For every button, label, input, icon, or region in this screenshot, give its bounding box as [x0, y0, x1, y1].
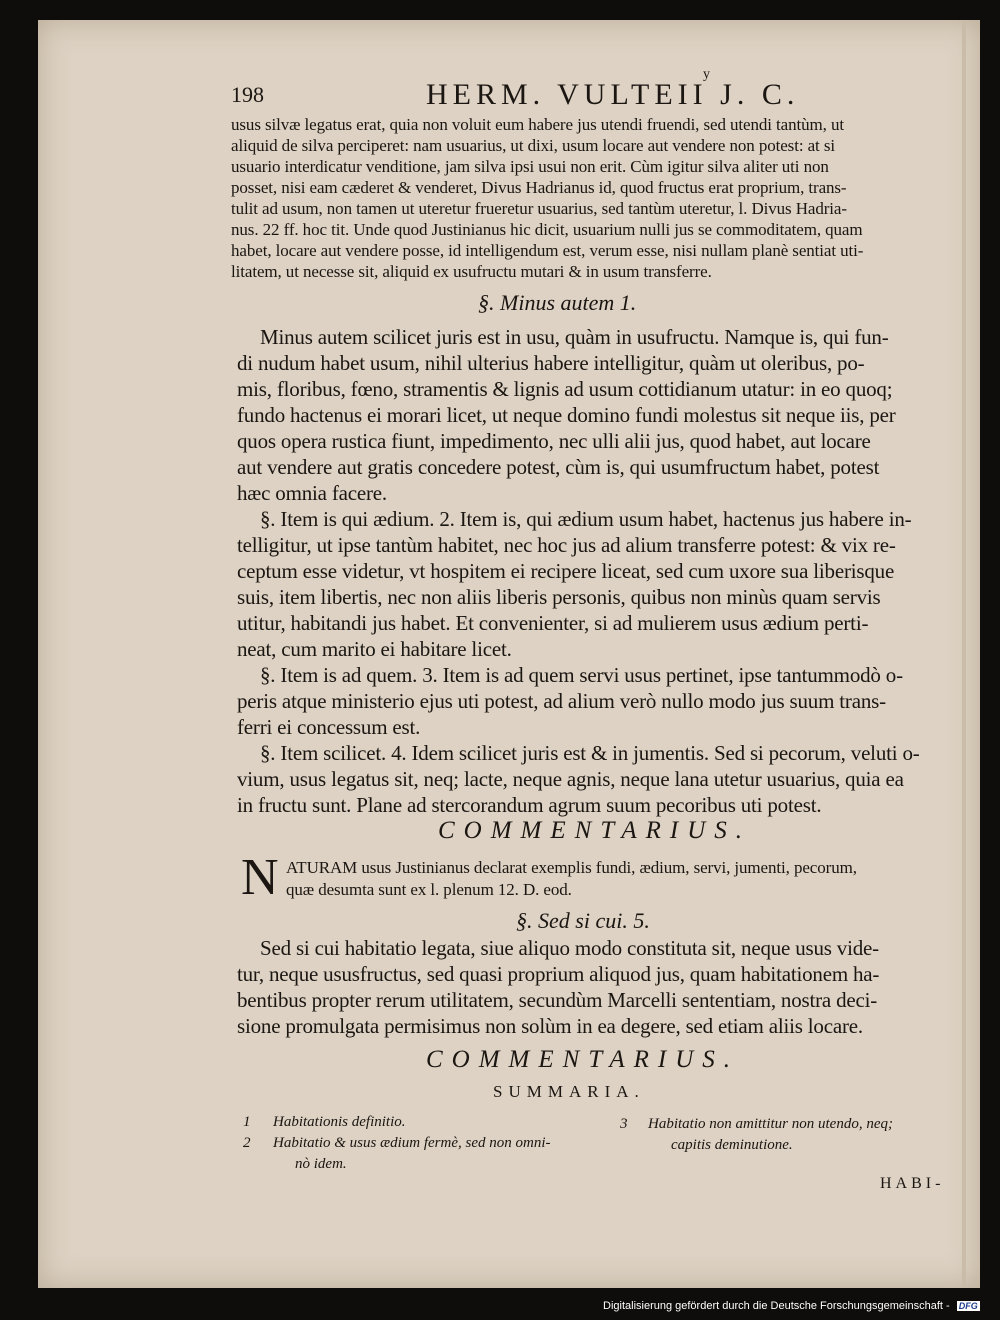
- text-line: mis, floribus, fœno, stramentis & lignis ad usum cottidianum utatur: in eo quoq;: [237, 377, 893, 401]
- text-line: aut vendere aut gratis concedere potest, cùm is, qui usumfructum habet, potest: [237, 455, 880, 479]
- text-line: quæ desumta sunt ex l. plenum 12. D. eod.: [286, 880, 572, 899]
- running-title: HERM. VULTEII J. C.: [426, 78, 800, 111]
- text-line: sione promulgata permisimus non solùm in ea degere, sed etiam aliis locare.: [237, 1014, 863, 1038]
- summaria-heading: SUMMARIA.: [493, 1082, 645, 1101]
- commentarius-heading: COMMENTARIUS.: [438, 817, 752, 844]
- text-line: §. Item scilicet. 4. Idem scilicet juris est & in jumentis. Sed si pecorum, veluti o-: [260, 741, 920, 765]
- signature-mark: y: [703, 67, 710, 82]
- text-line: di nudum habet usum, nihil ulterius habere intelligitur, quàm ut oleribus, po-: [237, 351, 865, 375]
- text-line: ferri ei concessum est.: [237, 715, 421, 739]
- summary-item: Habitatio non amittitur non utendo, neq;: [648, 1116, 893, 1132]
- text-line: vium, usus legatus sit, neq; lacte, neque agnis, neque lana utetur usuarius, quia ea: [237, 767, 904, 791]
- text-line: telligitur, ut ipse tantùm habitet, nec hoc jus ad alium transferre potest: & vix re-: [237, 533, 896, 557]
- summary-number: 2: [243, 1135, 251, 1151]
- dfg-logo[interactable]: DFG: [958, 1301, 978, 1311]
- footer-credit: [603, 1300, 980, 1312]
- summary-item: capitis deminutione.: [671, 1137, 793, 1153]
- summary-item: Habitatio & usus ædium fermè, sed non omni-: [273, 1135, 551, 1151]
- summary-item: Habitationis definitio.: [273, 1114, 406, 1130]
- page-number: 198: [231, 82, 264, 107]
- commentarius-heading: COMMENTARIUS.: [426, 1046, 740, 1073]
- text-line: ATURAM usus Justinianus declarat exemplis fundi, ædium, servi, jumenti, pecorum,: [286, 858, 857, 877]
- text-line: fundo hactenus ei morari licet, ut neque domino fundi molestus sit neque iis, per: [237, 403, 896, 427]
- drop-cap: N: [241, 849, 279, 906]
- text-line: tulit ad usum, non tamen ut uteretur frueretur usuarius, sed tantùm uteretur, l. Divus Hadria-: [231, 199, 847, 218]
- text-line: ceptum esse videtur, vt hospitem ei recipere liceat, sed cum uxore sua liberisque: [237, 559, 895, 583]
- text-line: nus. 22 ff. hoc tit. Unde quod Justinianus hic dicit, usuarium nulli jus se commoditatem, quam: [231, 220, 863, 239]
- text-line: bentibus propter rerum utilitatem, secundùm Marcelli sententiam, nostra deci-: [237, 988, 878, 1012]
- text-line: peris atque ministerio ejus uti potest, ad alium verò nullo modo jus suum trans-: [237, 689, 886, 713]
- section-heading: §. Minus autem 1.: [478, 290, 637, 315]
- summary-item: nò idem.: [295, 1156, 347, 1172]
- text-line: litatem, ut necesse sit, aliquid ex usufructu mutari & in usum transferre.: [231, 262, 712, 281]
- text-line: §. Item is ad quem. 3. Item is ad quem servi usus pertinet, ipse tantummodò o-: [260, 663, 903, 687]
- text-line: §. Item is qui ædium. 2. Item is, qui ædium usum habet, hactenus jus habere in-: [260, 507, 912, 531]
- catchword: HABI-: [880, 1175, 945, 1192]
- text-line: tur, neque ususfructus, sed quasi proprium aliquod jus, quam habitationem ha-: [237, 962, 880, 986]
- section-heading: §. Sed si cui. 5.: [516, 908, 650, 933]
- book-page: [38, 20, 980, 1288]
- text-line: usus silvæ legatus erat, quia non voluit eum habere jus utendi fruendi, sed utendi tantùm, ut: [231, 115, 844, 134]
- text-line: usuario interdicatur venditione, jam silva ipsi usui non erit. Cùm igitur silva aliter uti non: [231, 157, 829, 176]
- text-line: Minus autem scilicet juris est in usu, quàm in usufructu. Namque is, qui fun-: [260, 325, 889, 349]
- text-line: posset, nisi eam cæderet & venderet, Divus Hadrianus id, quod fructus erat proprium, trans-: [231, 178, 847, 197]
- text-line: suis, item libertis, nec non aliis liberis personis, quibus non minùs quam servis: [237, 585, 881, 609]
- footer-credit-text: Digitalisierung gefördert durch die Deutsche Forschungsgemeinschaft -: [603, 1300, 950, 1312]
- text-line: hæc omnia facere.: [237, 481, 387, 505]
- text-line: aliquid de silva perciperet: nam usuarius, ut dixi, usum locare aut vendere non potest: at si: [231, 136, 835, 155]
- text-line: habet, locare aut vendere posse, id intelligendum est, verum esse, nisi nullam planè sentiat uti-: [231, 241, 864, 260]
- text-line: neat, cum marito ei habitare licet.: [237, 637, 512, 661]
- text-line: in fructu sunt. Plane ad stercorandum agrum suum pecoribus uti potest.: [237, 793, 822, 817]
- text-line: Sed si cui habitatio legata, siue aliquo modo constituta sit, neque usus vide-: [260, 936, 879, 960]
- text-line: quos opera rustica fiunt, impedimento, nec ulli alii jus, quod habet, aut locare: [237, 429, 871, 453]
- page-text: [38, 20, 980, 1288]
- text-line: utitur, habitandi jus habet. Et convenienter, si ad mulierem usus ædium perti-: [237, 611, 869, 635]
- summary-number: 1: [243, 1114, 251, 1130]
- summary-number: 3: [620, 1116, 628, 1132]
